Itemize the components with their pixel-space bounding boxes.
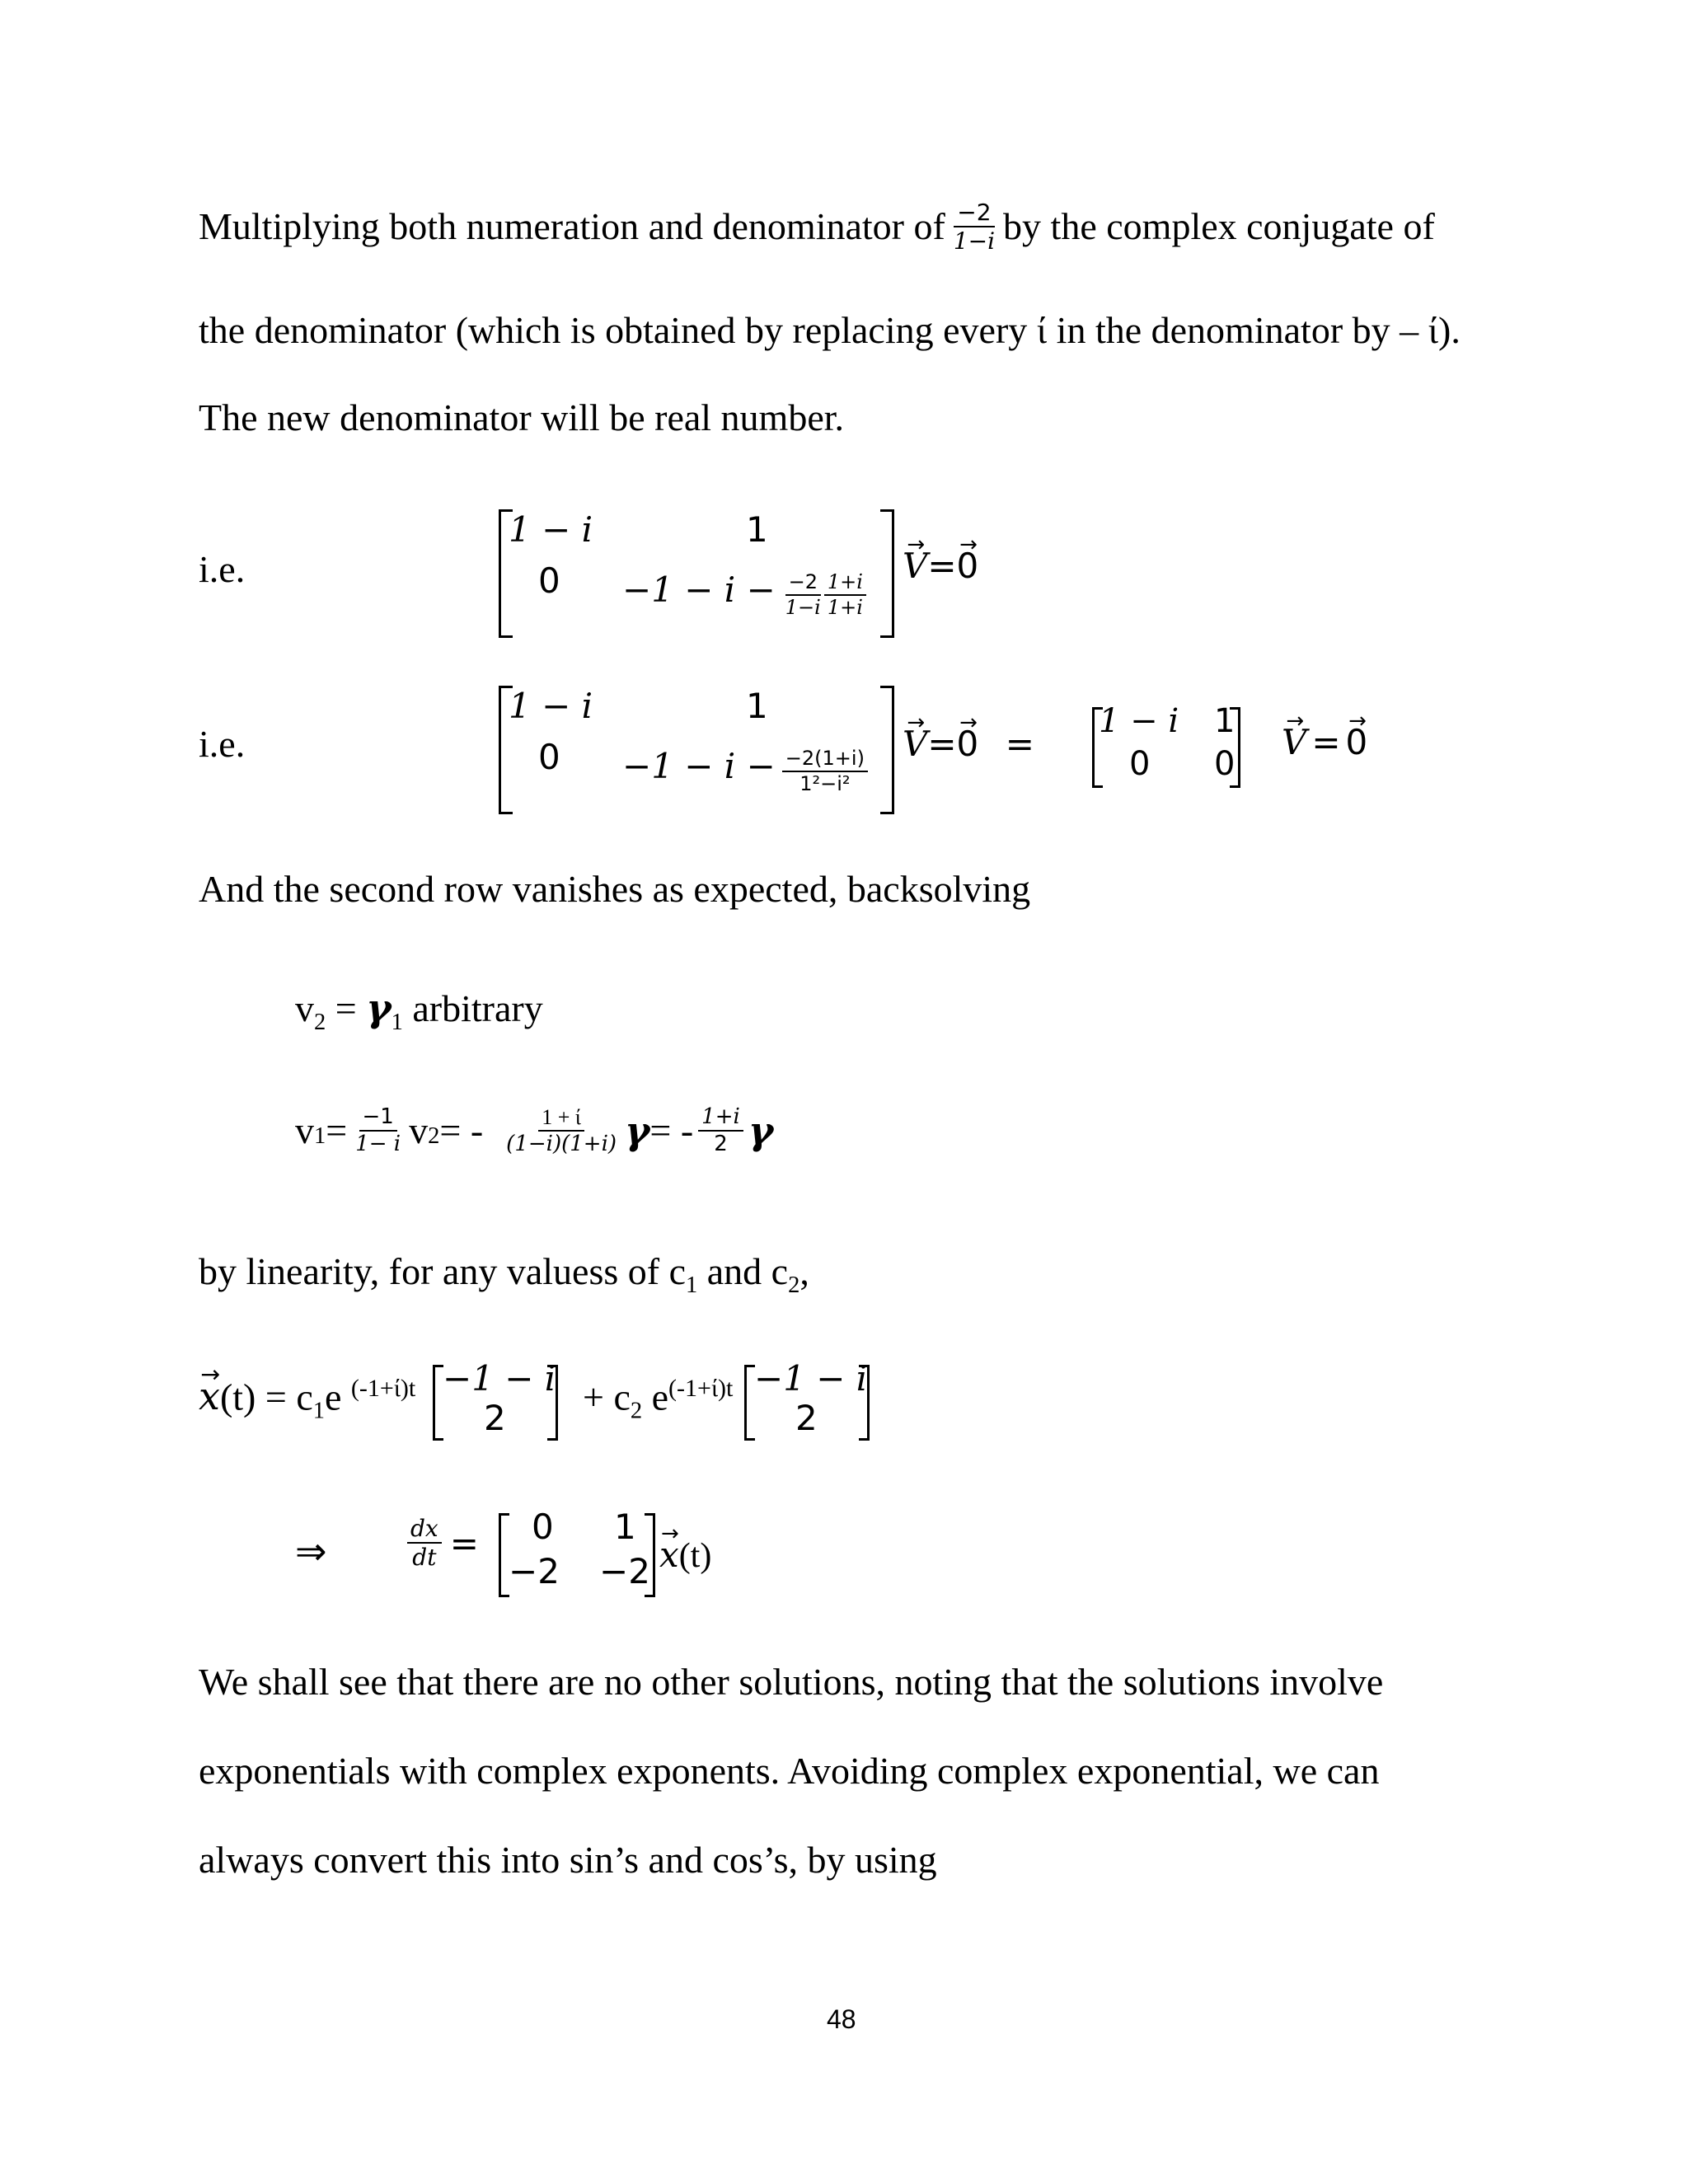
fraction <box>782 748 868 794</box>
fraction-1-num: −1 <box>359 1106 397 1132</box>
vector-zero: → 0 <box>957 724 979 764</box>
fraction-3-num: 1+i <box>698 1106 743 1132</box>
fraction-3 <box>698 1106 743 1156</box>
fraction-num: −2(1+i) <box>782 748 868 772</box>
v-symbol: v <box>295 987 314 1029</box>
dx <box>407 1516 442 1544</box>
dx-over-dt <box>407 1516 442 1570</box>
fraction-2 <box>824 572 866 618</box>
subscript: 1 <box>314 1123 326 1150</box>
fraction-den: 1²−i² <box>799 772 851 796</box>
fraction-3-den: 2 <box>714 1132 728 1156</box>
matrix-cell-1-1: 1 − i <box>1099 702 1179 740</box>
line1-text-before: Multiplying both numeration and denominator of <box>199 205 945 247</box>
e-symbol: e <box>325 1376 351 1418</box>
v2-subscript: 2 <box>428 1123 440 1150</box>
equals-minus: = - <box>439 1109 484 1151</box>
subscript-1: 1 <box>312 1398 325 1424</box>
gamma-subscript: 1 <box>391 1010 403 1036</box>
matrix-reduced <box>1092 702 1240 788</box>
subscript-2: 2 <box>788 1272 800 1299</box>
matrix-cell-top: −1 − i <box>754 1358 868 1399</box>
v2-arbitrary-line <box>295 986 543 1036</box>
fraction-1-den: 1−i <box>785 596 821 620</box>
matrix-right-bracket <box>880 509 894 638</box>
matrix-cell-2-2 <box>622 737 868 794</box>
fraction-2 <box>503 1106 620 1156</box>
eigenvector-matrix-2 <box>744 1358 870 1441</box>
vector-x: → x <box>199 1377 220 1415</box>
fraction-2-den: (1−i)(1+i) <box>506 1132 617 1156</box>
vector-zero: → 0 <box>957 546 979 586</box>
page-number: 48 <box>827 2004 856 2034</box>
matrix-cell-1-2: 1 <box>614 1507 636 1547</box>
fraction-denominator: 1−i <box>953 227 996 255</box>
matrix-right-bracket <box>880 686 894 814</box>
ie-label-2: i.e. <box>199 723 246 765</box>
paragraph-line-6: We shall see that there are no other solutions, noting that the solutions involve <box>199 1661 1384 1703</box>
matrix-cell-1-2: 1 <box>1214 702 1236 740</box>
solution-line-second-term <box>583 1376 733 1423</box>
exponent-2: (-1+ί)t <box>668 1375 734 1402</box>
fraction-1-den: 1− i <box>355 1132 401 1156</box>
v1-line <box>295 1096 773 1165</box>
fraction-2-num: 1 + ί <box>538 1106 584 1132</box>
matrix-cell-bottom: 2 <box>484 1398 506 1438</box>
equals-sign: = <box>927 724 957 764</box>
equals-sign: = <box>1311 722 1341 762</box>
system-matrix <box>499 1507 655 1597</box>
matrix-cell-bottom: 2 <box>795 1398 818 1438</box>
matrix-cell-1-1: 0 <box>532 1507 554 1547</box>
matrix-cell-2-2-lead: −1 − i − <box>622 569 776 610</box>
eq2-rhs-2 <box>1282 722 1367 763</box>
vector-v: → V <box>903 546 927 586</box>
matrix-cell-2-1: 0 <box>538 737 560 777</box>
paragraph-linearity <box>199 1250 809 1299</box>
equals-sign-middle: = <box>1005 724 1034 764</box>
gamma-symbol: γ <box>366 986 392 1030</box>
matrix-cell-top: −1 − i <box>443 1358 556 1399</box>
paragraph-line-1 <box>199 198 1435 255</box>
matrix-cell-1-2: 1 <box>746 686 768 726</box>
dt: dt <box>412 1544 437 1572</box>
solution-line <box>199 1376 415 1423</box>
equals-minus-2: = - <box>649 1109 694 1151</box>
vector-v: → V <box>903 724 927 764</box>
fraction-1-num: −2 <box>785 572 821 596</box>
linearity-text-c: , <box>799 1250 809 1292</box>
fraction-minus2-over-1-minus-i <box>950 200 998 254</box>
matrix-cell-2-1: 0 <box>538 560 560 601</box>
equals-sign: = <box>326 987 367 1029</box>
subscript-2: 2 <box>630 1398 643 1424</box>
paragraph-line-2: the denominator (which is obtained by replacing every ί in the denominator by – ί). <box>199 309 1461 351</box>
matrix-cell-2-2-lead: −1 − i − <box>622 745 776 786</box>
matrix-cell-2-2 <box>622 560 866 618</box>
matrix-cell-2-2: 0 <box>1214 745 1236 783</box>
plus-c: + c <box>583 1376 631 1418</box>
matrix-cell-1-1: 1 − i <box>509 686 593 726</box>
equals-sign: = <box>449 1522 479 1563</box>
x-of-t <box>659 1535 711 1576</box>
v2-symbol: v <box>409 1109 429 1151</box>
fraction-2-den: 1+i <box>827 596 863 620</box>
linearity-text-a: by linearity, for any valuess of c <box>199 1250 686 1292</box>
subscript: 2 <box>314 1010 326 1036</box>
matrix-cell-2-2: −2 <box>599 1551 650 1591</box>
fraction-numerator: −2 <box>954 200 994 227</box>
v-symbol: v <box>295 1109 314 1151</box>
matrix-cell-1-2: 1 <box>746 509 768 550</box>
matrix-eq1 <box>499 509 894 638</box>
paragraph-line-3: The new denominator will be real number. <box>199 396 845 438</box>
matrix-cell-2-1: 0 <box>1129 745 1151 783</box>
e-symbol-2: e <box>642 1376 669 1418</box>
vector-v: → V <box>1282 722 1306 762</box>
subscript-1: 1 <box>686 1272 698 1299</box>
gamma-symbol: γ <box>625 1108 650 1153</box>
implies-arrow: ⇒ <box>295 1530 327 1572</box>
derivative-fraction <box>407 1516 479 1570</box>
text-t-c: (t) = c <box>219 1376 313 1418</box>
arbitrary-text: arbitrary <box>402 987 543 1029</box>
matrix-cell-1-1: 1 − i <box>509 509 593 550</box>
t-argument: (t) <box>678 1537 712 1575</box>
vector-x: → x <box>659 1535 679 1575</box>
matrix-cell-2-1: −2 <box>509 1551 560 1591</box>
paragraph-line-7: exponentials with complex exponents. Avoiding complex exponential, we can <box>199 1750 1380 1792</box>
fraction-2-num: 1+i <box>824 572 866 596</box>
ie-label-1: i.e. <box>199 548 246 590</box>
paragraph-line-8: always convert this into sin’s and cos’s, by using <box>199 1839 937 1881</box>
equals-sign: = <box>326 1109 348 1151</box>
dx-text: dx <box>410 1515 438 1542</box>
fraction-1 <box>782 572 824 618</box>
equals-sign: = <box>927 546 957 586</box>
exponent-1: (-1+ί)t <box>350 1375 416 1402</box>
eq2-rhs <box>903 724 1034 765</box>
vector-zero: → 0 <box>1346 722 1368 762</box>
line1-text-after: by the complex conjugate of <box>1003 205 1435 247</box>
matrix-eq2 <box>499 686 894 814</box>
linearity-text-b: and c <box>697 1250 789 1292</box>
paragraph-backsolving: And the second row vanishes as expected, backsolving <box>199 868 1031 910</box>
gamma-symbol-2: γ <box>748 1108 774 1153</box>
eigenvector-matrix-1 <box>433 1358 558 1441</box>
fraction-1 <box>352 1106 404 1156</box>
eq1-rhs <box>903 546 978 587</box>
